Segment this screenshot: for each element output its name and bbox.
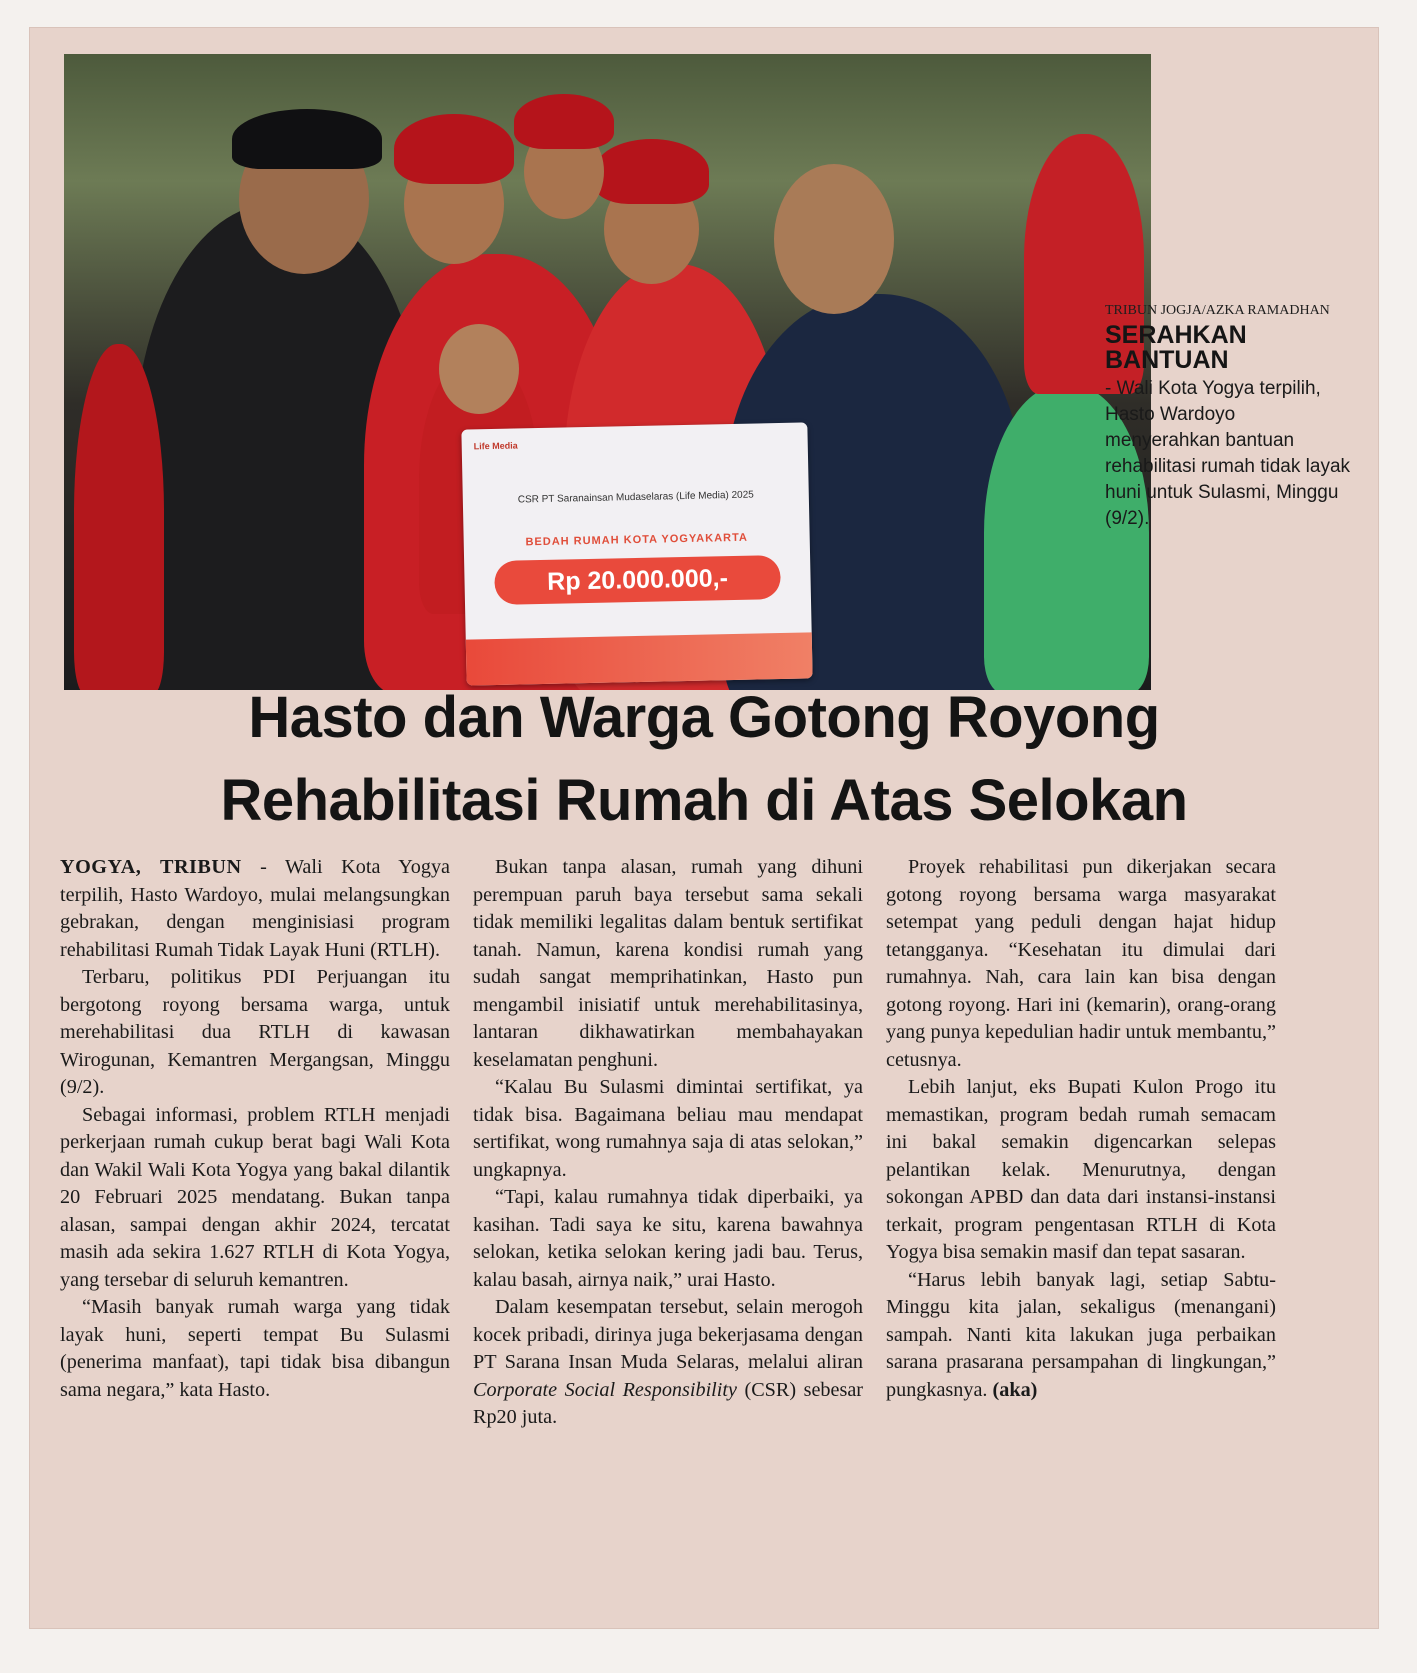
article-body bbox=[60, 854, 1360, 1624]
sign-amount: Rp 20.000.000,- bbox=[494, 555, 781, 605]
paragraph: YOGYA, TRIBUN - Wali Kota Yogya terpilih, Hasto Wardoyo, mulai melangsungkan gebrakan, dengan menginisiasi program rehabilitasi Rumah Tidak Layak Huni (RTLH). bbox=[60, 856, 450, 961]
dateline: YOGYA, TRIBUN bbox=[60, 856, 242, 878]
headline bbox=[50, 676, 1358, 842]
italic-term: Corporate Social Responsibility bbox=[473, 1378, 737, 1401]
headline-line-2: Rehabilitasi Rumah di Atas Selokan bbox=[220, 768, 1188, 833]
paragraph: Lebih lanjut, eks Bupati Kulon Progo itu memastikan, program bedah rumah semacam ini bakal semakin digencarkan selepas pelantikan kelak. Menurutnya, dengan sokongan APBD dan data dari instansi-instansi terkait, program pengentasan RTLH di Kota Yogya bisa semakin masif dan tepat sasaran. bbox=[886, 1076, 1276, 1263]
sign-program-text: BEDAH RUMAH KOTA YOGYAKARTA bbox=[525, 531, 748, 549]
donation-sign bbox=[461, 422, 812, 685]
paragraph: Sebagai informasi, problem RTLH menjadi perkerjaan rumah cukup berat bagi Wali Kota dan Wakil Wali Kota Yogya yang bakal dilantik 20 Februari 2025 mendatang. Bukan tanpa alasan, sampai dengan akhir 2024, tercatat masih ada sekira 1.627 RTLH di Kota Yogya, yang tersebar di seluruh kemantren. bbox=[60, 1103, 450, 1291]
article-column-3 bbox=[886, 854, 1276, 1404]
sign-csr-text: CSR PT Saranainsan Mudaselaras (Life Media) 2025 bbox=[517, 489, 754, 506]
sign-logo: Life Media bbox=[473, 440, 518, 452]
caption-heading: SERAHKAN BANTUAN bbox=[1105, 321, 1247, 374]
photo-caption bbox=[1105, 303, 1350, 532]
news-clipping bbox=[30, 28, 1378, 1628]
paragraph: Terbaru, politikus PDI Perjuangan itu bergotong royong bersama warga, untuk merehabilitasi dua RTLH di kawasan Wirogunan, Kemantren Mergangsan, Minggu (9/2). bbox=[60, 966, 450, 1098]
news-photo bbox=[64, 54, 1151, 690]
paragraph: Dalam kesempatan tersebut, selain merogoh kocek pribadi, dirinya juga bekerjasama dengan PT Sarana Insan Muda Selaras, melalui aliran Corporate Social Responsibility (CSR) sebesar Rp20 juta. bbox=[473, 1296, 864, 1428]
photo-credit: TRIBUN JOGJA/AZKA RAMADHAN bbox=[1105, 303, 1330, 318]
paragraph: Bukan tanpa alasan, rumah yang dihuni perempuan paruh baya tersebut sama sekali tidak memiliki legalitas dalam bentuk sertifikat tanah. Namun, karena kondisi rumah yang sudah sangat memprihatinkan, Hasto pun mengambil inisiatif untuk merehabilitasinya, lantaran dikhawatirkan membahayakan keselamatan penghuni. bbox=[473, 856, 863, 1071]
paragraph: Proyek rehabilitasi pun dikerjakan secara gotong royong bersama warga masyarakat setempat yang peduli dengan hajat hidup tetangganya. “Kesehatan itu dimulai dari rumahnya. Nah, cara lain kan bisa dengan gotong royong. Hari ini (kemarin), orang-orang yang punya kepedulian hadir untuk membantu,” cetusnya. bbox=[886, 856, 1276, 1071]
article-column-1 bbox=[60, 854, 450, 1404]
paragraph: “Masih banyak rumah warga yang tidak layak huni, seperti tempat Bu Sulasmi (penerima manfaat), tapi tidak bisa dibangun sama negara,” kata Hasto. bbox=[60, 1296, 450, 1401]
paragraph: “Tapi, kalau rumahnya tidak diperbaiki, ya kasihan. Tadi saya ke situ, karena bawahnya selokan, ketika selokan kering jadi bau. Terus, kalau basah, airnya naik,” urai Hasto. bbox=[473, 1186, 863, 1291]
article-column-2 bbox=[473, 854, 863, 1432]
paragraph: “Kalau Bu Sulasmi dimintai sertifikat, ya tidak bisa. Bagaimana beliau mau mendapat sertifikat, wong rumahnya saja di atas selokan,” ungkapnya. bbox=[473, 1076, 863, 1181]
caption-text: - Wali Kota Yogya terpilih, Hasto Wardoyo menyerahkan bantuan rehabilitasi rumah tidak layak huni untuk Sulasmi, Minggu (9/2). bbox=[1105, 378, 1351, 529]
paragraph: “Harus lebih banyak lagi, setiap Sabtu-Minggu kita jalan, sekaligus (menangani) sampah. Nanti kita lakukan juga perbaikan sarana prasarana persampahan di lingkungan,” pungkasnya. (aka) bbox=[886, 1268, 1276, 1401]
author-signature: (aka) bbox=[992, 1378, 1038, 1401]
headline-line-1: Hasto dan Warga Gotong Royong bbox=[248, 685, 1160, 750]
